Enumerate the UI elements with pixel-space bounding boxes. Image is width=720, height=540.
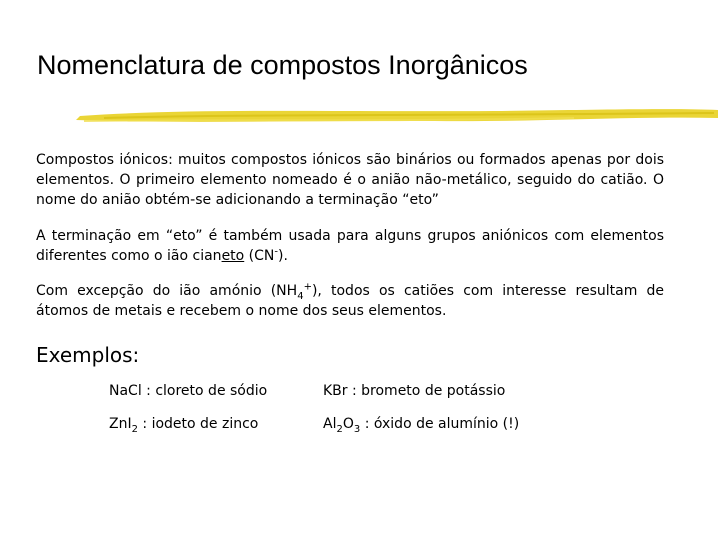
- title-underline-stroke: [74, 104, 720, 130]
- p3-subscript: 4: [297, 290, 304, 302]
- e4-subscript-2: 3: [353, 423, 361, 435]
- examples-heading: Exemplos:: [36, 343, 140, 367]
- e4-subscript-1: 2: [336, 423, 343, 435]
- example-nacl: NaCl : cloreto de sódio: [109, 383, 268, 399]
- e3-formula: ZnI: [109, 416, 132, 432]
- p3-superscript-charge: +: [303, 281, 312, 293]
- example-al2o3: [323, 416, 520, 435]
- p3-text-end: ), todos os catiões com interesse resultam de átomos de metais e recebem o nome dos seus elementos.: [36, 283, 664, 319]
- paragraph-ionic-compounds: Compostos iónicos: muitos compostos iónicos são binários ou formados apenas por dois elementos. O primeiro elemento nomeado é o anião não-metálico, seguido do catião. O nome do anião obtém-se adicionando a terminação “eto”: [36, 152, 664, 208]
- paragraph-cations: [36, 281, 664, 321]
- paragraph-eto-ending: [36, 226, 664, 266]
- e4-formula-o: O: [342, 416, 354, 432]
- e3-subscript: 2: [131, 423, 138, 435]
- p2-text-start: A terminação em “eto” é também usada para alguns grupos aniónicos com elementos diferentes como o ião cian: [36, 228, 664, 264]
- p2-underlined-suffix: eto: [221, 248, 245, 264]
- e3-name: : iodeto de zinco: [137, 416, 259, 432]
- p2-superscript-charge: -: [274, 246, 279, 258]
- e4-name: : óxido de alumínio (!): [360, 416, 520, 432]
- p3-text-start: Com excepção do ião amónio (NH: [36, 283, 298, 299]
- example-zni2: [109, 416, 259, 435]
- p2-text-mid: (CN: [244, 248, 275, 264]
- example-kbr: KBr : brometo de potássio: [323, 383, 506, 399]
- p2-text-end: ).: [278, 248, 288, 264]
- e4-formula-al: Al: [323, 416, 337, 432]
- slide-title: Nomenclatura de compostos Inorgânicos: [37, 50, 528, 80]
